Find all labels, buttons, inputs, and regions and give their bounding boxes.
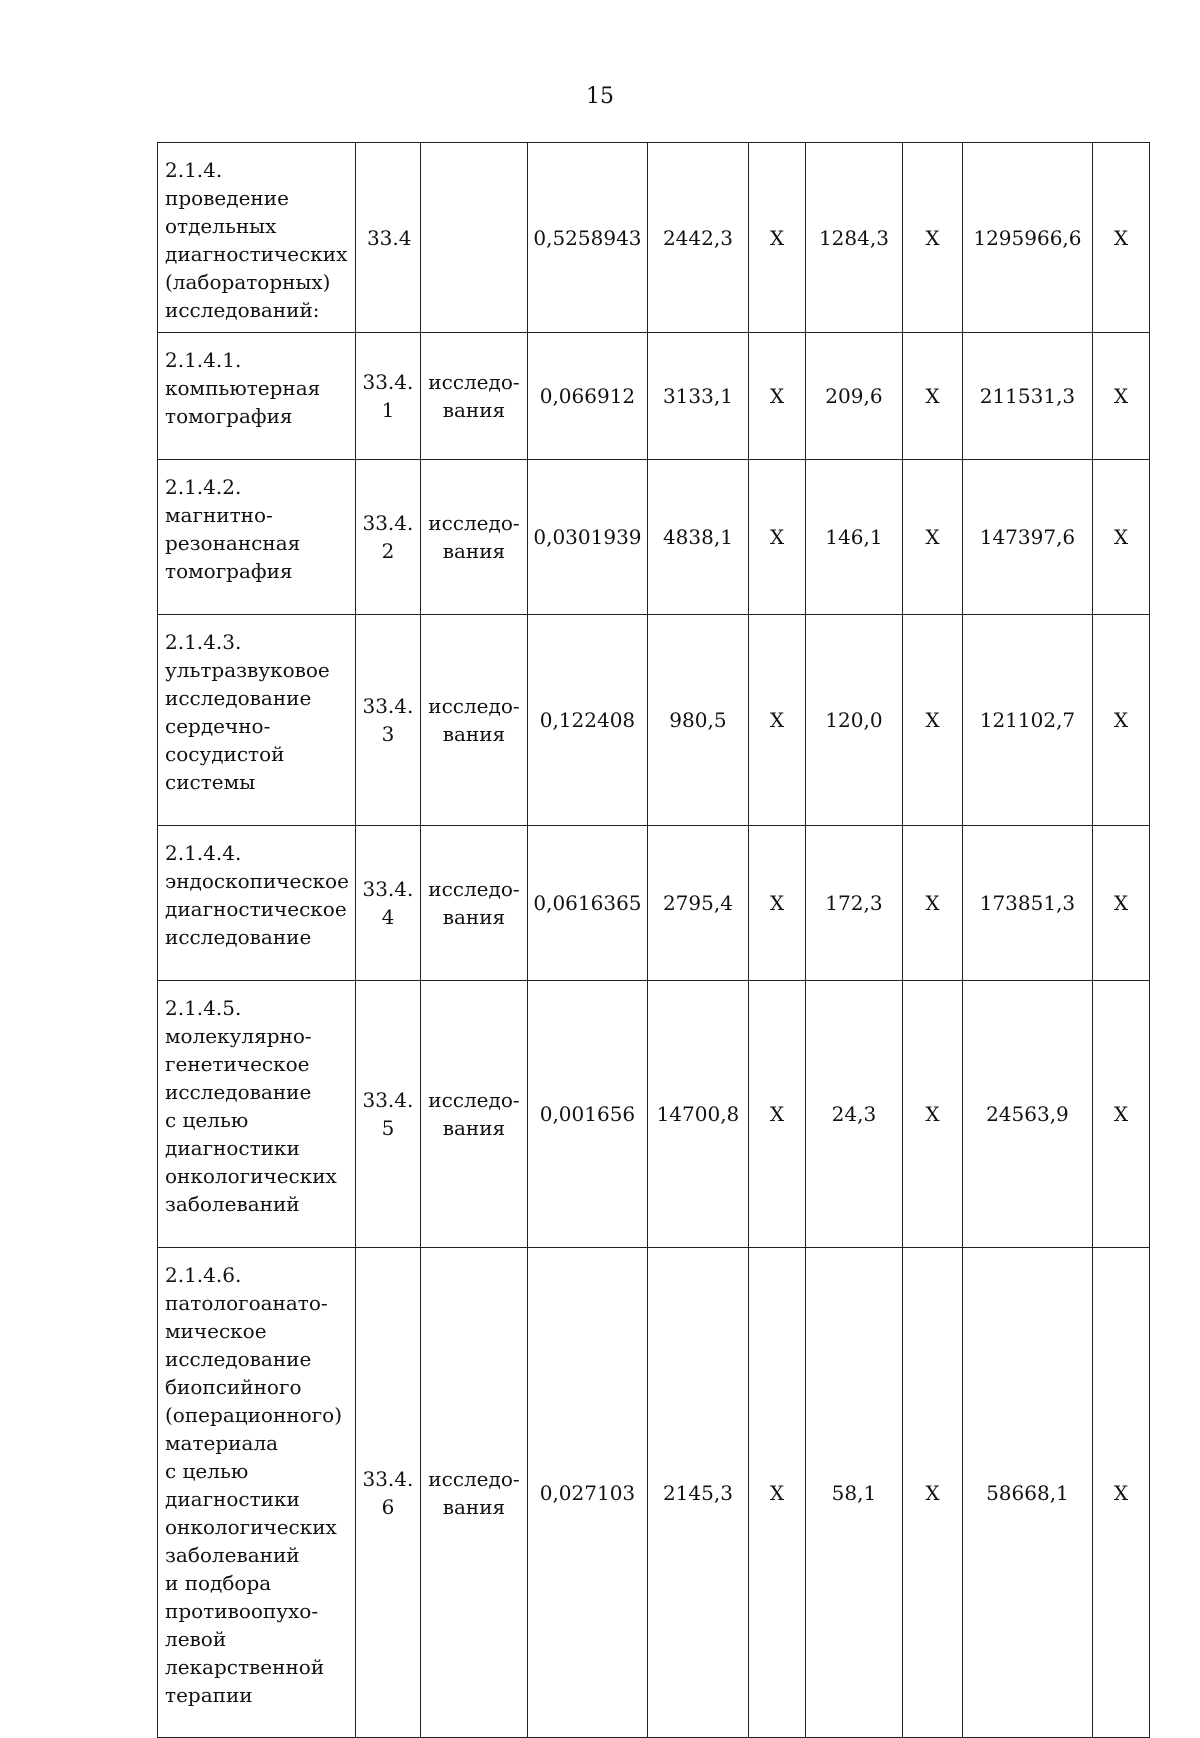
row-code-cell: 33.4. 5 [355, 981, 420, 1248]
row-total-cell: 173851,3 [962, 826, 1092, 981]
row-code-cell: 33.4 [355, 143, 420, 333]
row-code-cell: 33.4. 6 [355, 1248, 420, 1738]
row-x-cell: X [902, 1248, 962, 1738]
row-per-capita-cell: 24,3 [805, 981, 902, 1248]
row-x-cell: X [1092, 333, 1149, 460]
row-x-cell: X [748, 333, 805, 460]
row-name-cell: 2.1.4. проведение отдельных диагностических (лабораторных) исследований: [158, 143, 356, 333]
row-total-cell: 1295966,6 [962, 143, 1092, 333]
row-per-capita-cell: 58,1 [805, 1248, 902, 1738]
row-x-cell: X [902, 143, 962, 333]
row-unit-cell: исследо- вания [420, 615, 527, 826]
row-unit-cell: исследо- вания [420, 1248, 527, 1738]
row-x-cell: X [748, 981, 805, 1248]
table-row [158, 460, 1150, 615]
row-x-cell: X [902, 333, 962, 460]
row-cost-cell: 4838,1 [647, 460, 748, 615]
row-total-cell: 58668,1 [962, 1248, 1092, 1738]
table-row [158, 333, 1150, 460]
row-cost-cell: 980,5 [647, 615, 748, 826]
row-x-cell: X [902, 981, 962, 1248]
row-norm-cell: 0,027103 [527, 1248, 647, 1738]
row-total-cell: 24563,9 [962, 981, 1092, 1248]
row-norm-cell: 0,0301939 [527, 460, 647, 615]
row-x-cell: X [1092, 1248, 1149, 1738]
row-name-cell: 2.1.4.3. ультразвуковое исследование сердечно- сосудистой системы [158, 615, 356, 826]
row-norm-cell: 0,001656 [527, 981, 647, 1248]
row-total-cell: 211531,3 [962, 333, 1092, 460]
row-cost-cell: 3133,1 [647, 333, 748, 460]
row-unit-cell: исследо- вания [420, 333, 527, 460]
row-per-capita-cell: 120,0 [805, 615, 902, 826]
row-code-cell: 33.4. 4 [355, 826, 420, 981]
row-total-cell: 121102,7 [962, 615, 1092, 826]
row-total-cell: 147397,6 [962, 460, 1092, 615]
row-name-cell: 2.1.4.2. магнитно- резонансная томография [158, 460, 356, 615]
row-unit-cell: исследо- вания [420, 981, 527, 1248]
row-per-capita-cell: 1284,3 [805, 143, 902, 333]
row-x-cell: X [1092, 826, 1149, 981]
row-x-cell: X [748, 615, 805, 826]
row-code-cell: 33.4. 1 [355, 333, 420, 460]
row-x-cell: X [902, 460, 962, 615]
row-per-capita-cell: 172,3 [805, 826, 902, 981]
row-x-cell: X [748, 460, 805, 615]
row-cost-cell: 14700,8 [647, 981, 748, 1248]
row-per-capita-cell: 209,6 [805, 333, 902, 460]
row-x-cell: X [1092, 981, 1149, 1248]
row-norm-cell: 0,122408 [527, 615, 647, 826]
row-x-cell: X [748, 1248, 805, 1738]
table-row [158, 143, 1150, 333]
row-unit-cell [420, 143, 527, 333]
row-x-cell: X [1092, 143, 1149, 333]
page-number: 15 [586, 84, 614, 109]
row-x-cell: X [748, 826, 805, 981]
row-cost-cell: 2145,3 [647, 1248, 748, 1738]
row-unit-cell: исследо- вания [420, 826, 527, 981]
row-cost-cell: 2795,4 [647, 826, 748, 981]
row-norm-cell: 0,5258943 [527, 143, 647, 333]
row-x-cell: X [902, 826, 962, 981]
row-norm-cell: 0,066912 [527, 333, 647, 460]
row-x-cell: X [902, 615, 962, 826]
table-row [158, 615, 1150, 826]
row-name-cell: 2.1.4.6. патологоанато- мическое исследование биопсийного (операционного) материала с целью диагностики онкологических заболеваний и подбора противоопухо- левой лекарственной терапии [158, 1248, 356, 1738]
cost-table [157, 142, 1150, 1738]
row-x-cell: X [748, 143, 805, 333]
row-x-cell: X [1092, 615, 1149, 826]
row-unit-cell: исследо- вания [420, 460, 527, 615]
table-row [158, 981, 1150, 1248]
row-x-cell: X [1092, 460, 1149, 615]
row-norm-cell: 0,0616365 [527, 826, 647, 981]
table-row [158, 1248, 1150, 1738]
row-cost-cell: 2442,3 [647, 143, 748, 333]
table-row [158, 826, 1150, 981]
row-name-cell: 2.1.4.4. эндоскопическое диагностическое исследование [158, 826, 356, 981]
row-code-cell: 33.4. 3 [355, 615, 420, 826]
row-per-capita-cell: 146,1 [805, 460, 902, 615]
row-name-cell: 2.1.4.1. компьютерная томография [158, 333, 356, 460]
row-code-cell: 33.4. 2 [355, 460, 420, 615]
row-name-cell: 2.1.4.5. молекулярно- генетическое исследование с целью диагностики онкологических заболеваний [158, 981, 356, 1248]
